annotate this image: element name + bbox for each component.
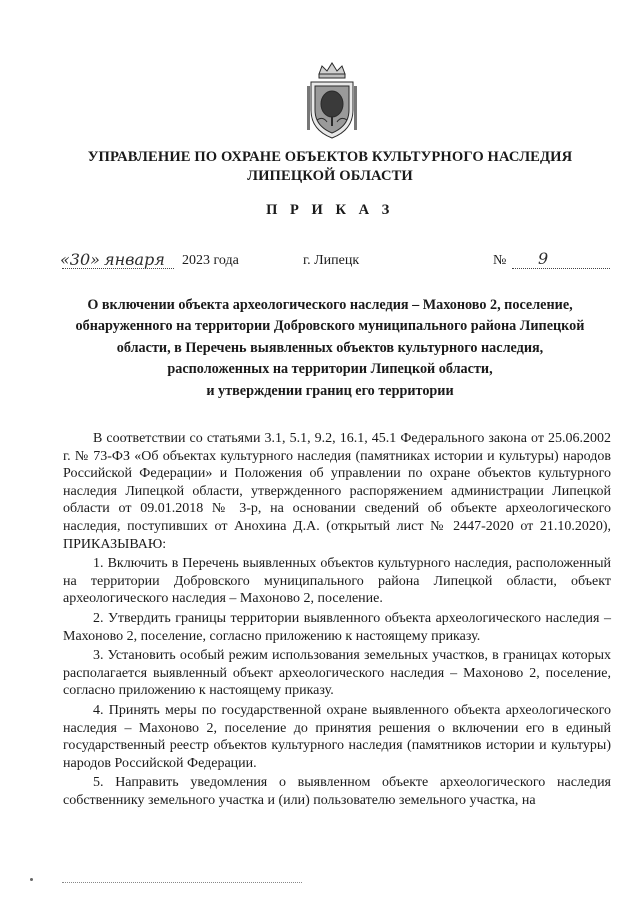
subject-line-1: О включении объекта археологического наследия – Махоново 2, поселение, bbox=[87, 297, 573, 313]
coat-of-arms-icon bbox=[303, 60, 361, 142]
order-body bbox=[63, 430, 611, 811]
number-underline bbox=[512, 268, 610, 269]
organization-name bbox=[40, 148, 620, 186]
city: г. Липецк bbox=[303, 253, 360, 268]
subject-line-3: области, в Перечень выявленных объектов культурного наследия, bbox=[116, 339, 544, 356]
subject-line-4: расположенных на территории Липецкой области, bbox=[167, 361, 493, 378]
footer-mark bbox=[30, 878, 33, 881]
order-item-4: 4. Принять меры по государственной охране выявленного объекта археологического наследия – Махоново 2, поселение до принятия решения о включении его в единый государственный реестр объектов культурного наследия (памятников истории и культуры) народов Российской Федерации. bbox=[63, 702, 611, 771]
subject-line-2: обнаруженного на территории Добровского муниципального района Липецкой bbox=[75, 318, 585, 335]
date-month: января bbox=[104, 250, 165, 269]
preamble: В соответствии со статьями 3.1, 5.1, 9.2, 16.1, 45.1 Федерального закона от 25.06.2002 г. № 73-ФЗ «Об объектах культурного наследия (памятниках истории и культуры) народов Российской Федерации» и Положения об управлении по охране объектов культурного наследия Липецкой области, утвержденного распоряжением администрации Липецкой области от 09.01.2018 № 3-р, на основании сведений об объекте археологического наследия, поступивших от Анохина Д.А. (открытый лист № 2447-2020 от 21.10.2020), ПРИКАЗЫВАЮ: bbox=[63, 431, 611, 552]
document-number: 9 bbox=[538, 249, 549, 268]
date-day: «30» bbox=[60, 250, 100, 269]
date-line bbox=[0, 249, 640, 277]
order-item-1: 1. Включить в Перечень выявленных объектов культурного наследия, расположенный на территории Добровского муниципального района Липецкой области, объект археологического наследия – Махоново 2, поселение. bbox=[63, 556, 611, 607]
document-type: П Р И К А З bbox=[266, 202, 394, 218]
order-item-5: 5. Направить уведомления о выявленном объекте археологического наследия собственнику земельного участка и (или) пользователю земельного участка, на bbox=[63, 775, 611, 808]
order-item-2: 2. Утвердить границы территории выявленного объекта археологического наследия – Махоново 2, поселение, согласно приложению к настоящему приказу. bbox=[63, 610, 611, 644]
order-item-3: 3. Установить особый режим использования земельных участков, в границах которых располагается выявленный объект археологического наследия – Махоново 2, поселение, согласно приложению к настоящему приказу. bbox=[63, 648, 611, 699]
date-underline bbox=[62, 268, 174, 269]
date-year: 2023 года bbox=[182, 253, 239, 268]
order-subject bbox=[40, 295, 620, 402]
number-sign: № bbox=[493, 253, 507, 268]
subject-line-5: и утверждении границ его территории bbox=[206, 382, 454, 399]
footer-line bbox=[62, 882, 302, 883]
organization-line-1: УПРАВЛЕНИЕ ПО ОХРАНЕ ОБЪЕКТОВ КУЛЬТУРНОГО НАСЛЕДИЯ bbox=[87, 149, 573, 165]
organization-line-2: ЛИПЕЦКОЙ ОБЛАСТИ bbox=[247, 168, 413, 184]
